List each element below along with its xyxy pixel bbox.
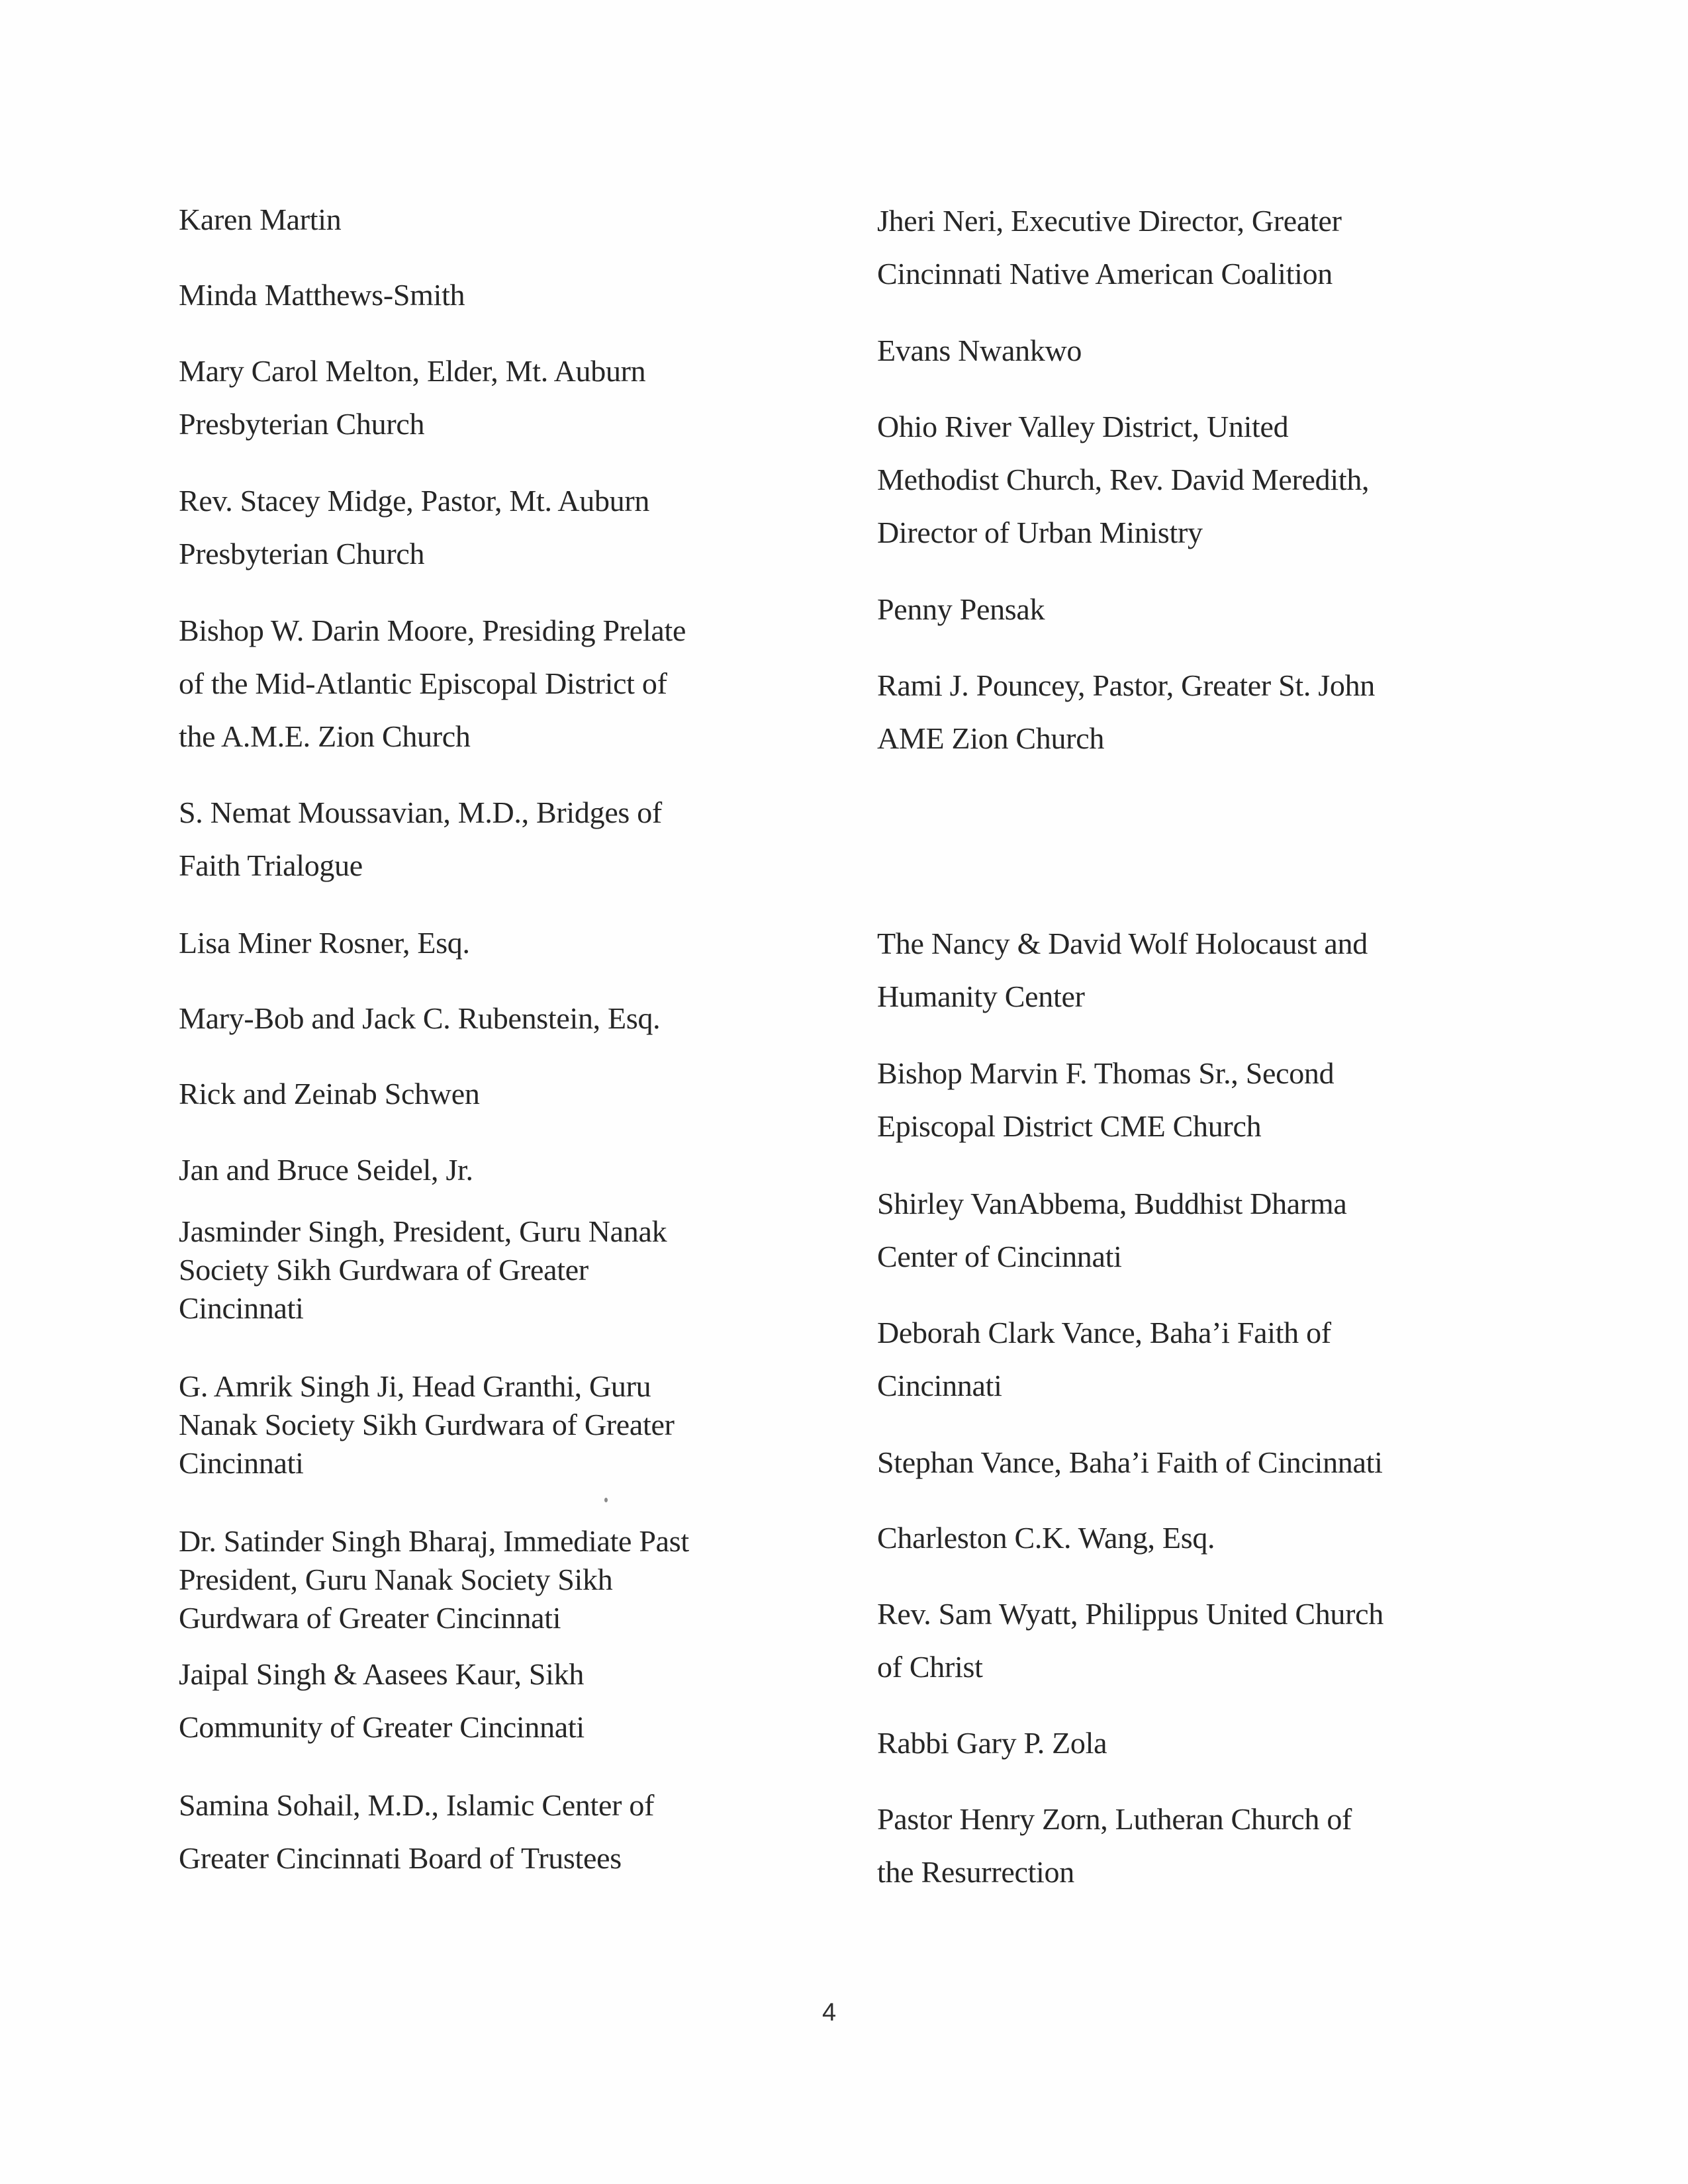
signatory-entry: [179, 1068, 480, 1120]
entry-line: of the Mid-Atlantic Episcopal District of: [179, 666, 667, 700]
entry-line: Humanity Center: [877, 979, 1085, 1013]
entry-line: Greater Cincinnati Board of Trustees: [179, 1841, 622, 1875]
entry-line: Jan and Bruce Seidel, Jr.: [179, 1153, 473, 1187]
entry-line: of Christ: [877, 1650, 983, 1684]
entry-line: the A.M.E. Zion Church: [179, 719, 471, 753]
entry-line: Mary Carol Melton, Elder, Mt. Auburn: [179, 354, 646, 388]
signatory-entry: [877, 1512, 1215, 1565]
signatory-entry: [877, 195, 1342, 300]
entry-line: Pastor Henry Zorn, Lutheran Church of: [877, 1802, 1352, 1836]
entry-line: Jasminder Singh, President, Guru Nanak: [179, 1214, 667, 1248]
entry-line: Director of Urban Ministry: [877, 516, 1203, 549]
entry-line: Rev. Sam Wyatt, Philippus United Church: [877, 1597, 1383, 1631]
signatory-entry: [877, 1588, 1383, 1694]
entry-line: Karen Martin: [179, 203, 342, 236]
signatory-entry: [179, 475, 649, 580]
page-number: 4: [822, 1999, 837, 2026]
signatory-entry: [877, 1793, 1352, 1899]
signatory-entry: [877, 400, 1369, 559]
signatory-entry: [877, 324, 1082, 377]
entry-line: Gurdwara of Greater Cincinnati: [179, 1601, 561, 1635]
entry-line: Cincinnati: [877, 1369, 1002, 1402]
entry-line: Presbyterian Church: [179, 407, 425, 441]
entry-line: S. Nemat Moussavian, M.D., Bridges of: [179, 796, 662, 829]
entry-line: Samina Sohail, M.D., Islamic Center of: [179, 1788, 655, 1822]
signatory-entry: [179, 1144, 473, 1197]
entry-line: the Resurrection: [877, 1855, 1074, 1889]
entry-line: Lisa Miner Rosner, Esq.: [179, 926, 470, 960]
signatory-entry: [877, 1306, 1331, 1412]
entry-line: Rev. Stacey Midge, Pastor, Mt. Auburn: [179, 484, 650, 518]
entry-line: Jaipal Singh & Aasees Kaur, Sikh: [179, 1657, 585, 1691]
signatory-entry: [877, 1436, 1383, 1489]
signatory-entry: [179, 1779, 654, 1885]
entry-line: Ohio River Valley District, United: [877, 410, 1289, 443]
entry-line: Methodist Church, Rev. David Meredith,: [877, 463, 1370, 496]
entry-line: Presbyterian Church: [179, 537, 425, 570]
scan-speck: [604, 1498, 608, 1502]
signatory-entry: [179, 786, 662, 892]
signatory-entry: [877, 1047, 1334, 1153]
entry-line: Rick and Zeinab Schwen: [179, 1077, 480, 1111]
entry-line: Deborah Clark Vance, Baha’i Faith of: [877, 1316, 1331, 1349]
signatory-entry: [179, 1648, 585, 1754]
signatory-entry: [877, 583, 1045, 636]
entry-line: Mary-Bob and Jack C. Rubenstein, Esq.: [179, 1001, 661, 1035]
entry-line: Shirley VanAbbema, Buddhist Dharma: [877, 1187, 1347, 1220]
entry-line: Penny Pensak: [877, 592, 1045, 626]
entry-line: President, Guru Nanak Society Sikh: [179, 1563, 613, 1596]
entry-line: Society Sikh Gurdwara of Greater: [179, 1253, 588, 1287]
entry-line: Cincinnati: [179, 1291, 304, 1325]
entry-line: Jheri Neri, Executive Director, Greater: [877, 204, 1342, 238]
entry-line: Rabbi Gary P. Zola: [877, 1726, 1107, 1760]
signatory-entry: [877, 917, 1368, 1023]
entry-line: Community of Greater Cincinnati: [179, 1710, 585, 1744]
entry-line: AME Zion Church: [877, 721, 1105, 755]
signatory-entry: [179, 345, 645, 451]
entry-line: G. Amrik Singh Ji, Head Granthi, Guru: [179, 1369, 651, 1403]
entry-line: Cincinnati: [179, 1446, 304, 1480]
entry-line: Dr. Satinder Singh Bharaj, Immediate Past: [179, 1524, 689, 1558]
entry-line: Episcopal District CME Church: [877, 1109, 1262, 1143]
entry-line: Charleston C.K. Wang, Esq.: [877, 1521, 1215, 1555]
signatory-entry: [179, 193, 341, 246]
entry-line: Rami J. Pouncey, Pastor, Greater St. John: [877, 668, 1376, 702]
signatory-entry: [877, 1177, 1347, 1283]
entry-line: Center of Cincinnati: [877, 1240, 1122, 1273]
signatory-entry: [179, 1212, 667, 1328]
signatory-entry: [179, 1522, 689, 1637]
signatory-entry: [179, 1367, 675, 1482]
signatory-entry: [179, 992, 660, 1045]
entry-line: Cincinnati Native American Coalition: [877, 257, 1333, 291]
entry-line: Faith Trialogue: [179, 848, 363, 882]
signatory-entry: [179, 917, 470, 970]
entry-line: Bishop Marvin F. Thomas Sr., Second: [877, 1056, 1335, 1090]
signatory-entry: [179, 604, 686, 763]
signatory-entry: [179, 269, 465, 322]
entry-line: Evans Nwankwo: [877, 334, 1082, 367]
entry-line: Minda Matthews-Smith: [179, 278, 465, 312]
signatory-entry: [877, 659, 1375, 765]
entry-line: Nanak Society Sikh Gurdwara of Greater: [179, 1408, 675, 1441]
entry-line: The Nancy & David Wolf Holocaust and: [877, 927, 1368, 960]
signatory-entry: [877, 1717, 1107, 1770]
entry-line: Bishop W. Darin Moore, Presiding Prelate: [179, 614, 686, 647]
entry-line: Stephan Vance, Baha’i Faith of Cincinnati: [877, 1445, 1383, 1479]
